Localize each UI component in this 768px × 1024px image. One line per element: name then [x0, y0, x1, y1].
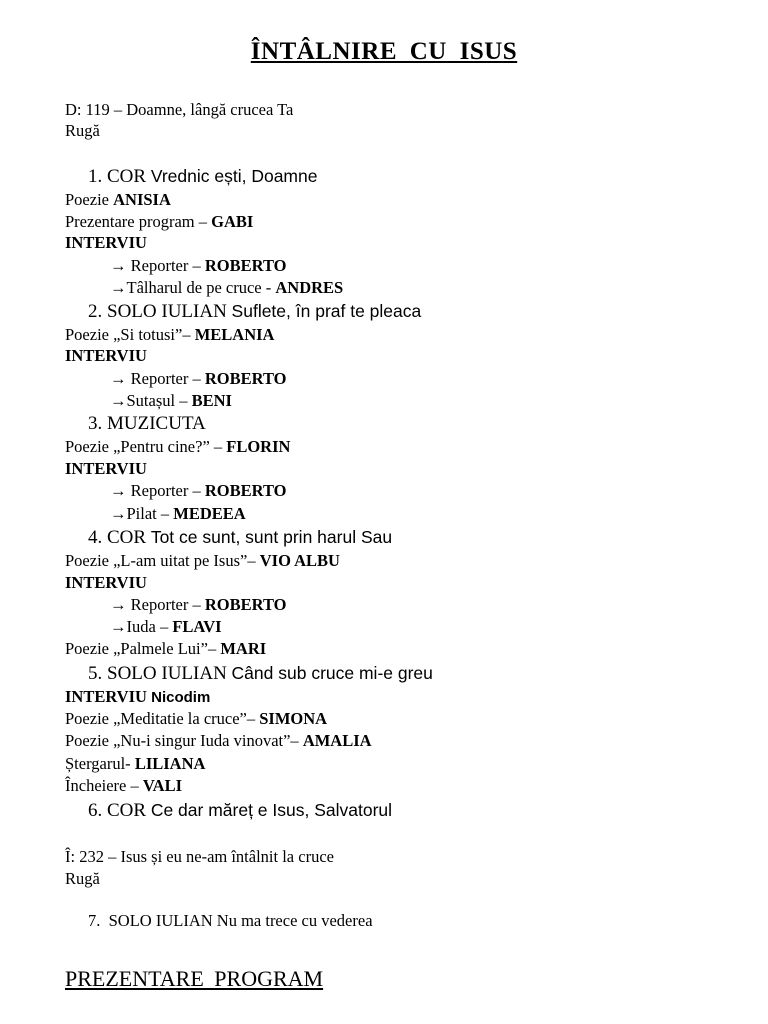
program-line: Prezentare program – GABI — [65, 212, 254, 231]
program-line: →Tâlharul de pe cruce - ANDRES — [110, 278, 344, 297]
program-item-6: 6. COR Ce dar măreț e Isus, Salvatorul — [88, 800, 393, 821]
program-line: Ștergarul- LILIANA — [65, 754, 206, 773]
program-item-4: 4. COR Tot ce sunt, sunt prin harul Sau — [88, 527, 393, 548]
program-line: → Reporter – ROBERTO — [110, 256, 287, 275]
program-line: →Pilat – MEDEEA — [110, 504, 246, 523]
program-line: INTERVIU — [65, 573, 147, 592]
program-line: → Reporter – ROBERTO — [110, 595, 287, 614]
program-line: →Iuda – FLAVI — [110, 617, 222, 636]
program-line: Poezie „Si totusi”– MELANIA — [65, 325, 275, 344]
program-line: INTERVIU — [65, 233, 147, 252]
page-title: ÎNTÂLNIRE CU ISUS — [250, 38, 518, 65]
program-item-3: 3. MUZICUTA — [88, 413, 206, 434]
program-line: → Reporter – ROBERTO — [110, 369, 287, 388]
program-line: Poezie „Pentru cine?” – FLORIN — [65, 437, 291, 456]
program-line: INTERVIU — [65, 459, 147, 478]
program-line: Poezie ANISIA — [65, 190, 171, 209]
program-item-7: 7. SOLO IULIAN Nu ma trece cu vederea — [88, 911, 373, 930]
closing-hymn: Î: 232 – Isus și eu ne-am întâlnit la cruce — [65, 847, 334, 866]
program-line: INTERVIU — [65, 346, 147, 365]
program-item-1: 1. COR Vrednic ești, Doamne — [88, 166, 318, 187]
program-line: Poezie „Palmele Lui”– MARI — [65, 639, 267, 658]
program-item-5: 5. SOLO IULIAN Când sub cruce mi-e greu — [88, 663, 433, 684]
program-line: INTERVIU Nicodim — [65, 687, 211, 706]
footer-heading: PREZENTARE PROGRAM — [65, 966, 324, 991]
program-line: Poezie „Nu-i singur Iuda vinovat”– AMALIA — [65, 731, 372, 750]
program-line: Poezie „L-am uitat pe Isus”– VIO ALBU — [65, 551, 340, 570]
program-line: Încheiere – VALI — [65, 776, 183, 795]
intro-prayer: Rugă — [65, 121, 100, 140]
intro-hymn: D: 119 – Doamne, lângă crucea Ta — [65, 100, 294, 119]
program-line: → Reporter – ROBERTO — [110, 481, 287, 500]
program-item-2: 2. SOLO IULIAN Suflete, în praf te pleaca — [88, 301, 422, 322]
program-line: →Sutașul – BENI — [110, 391, 232, 410]
closing-prayer: Rugă — [65, 869, 100, 888]
program-line: Poezie „Meditatie la cruce”– SIMONA — [65, 709, 328, 728]
